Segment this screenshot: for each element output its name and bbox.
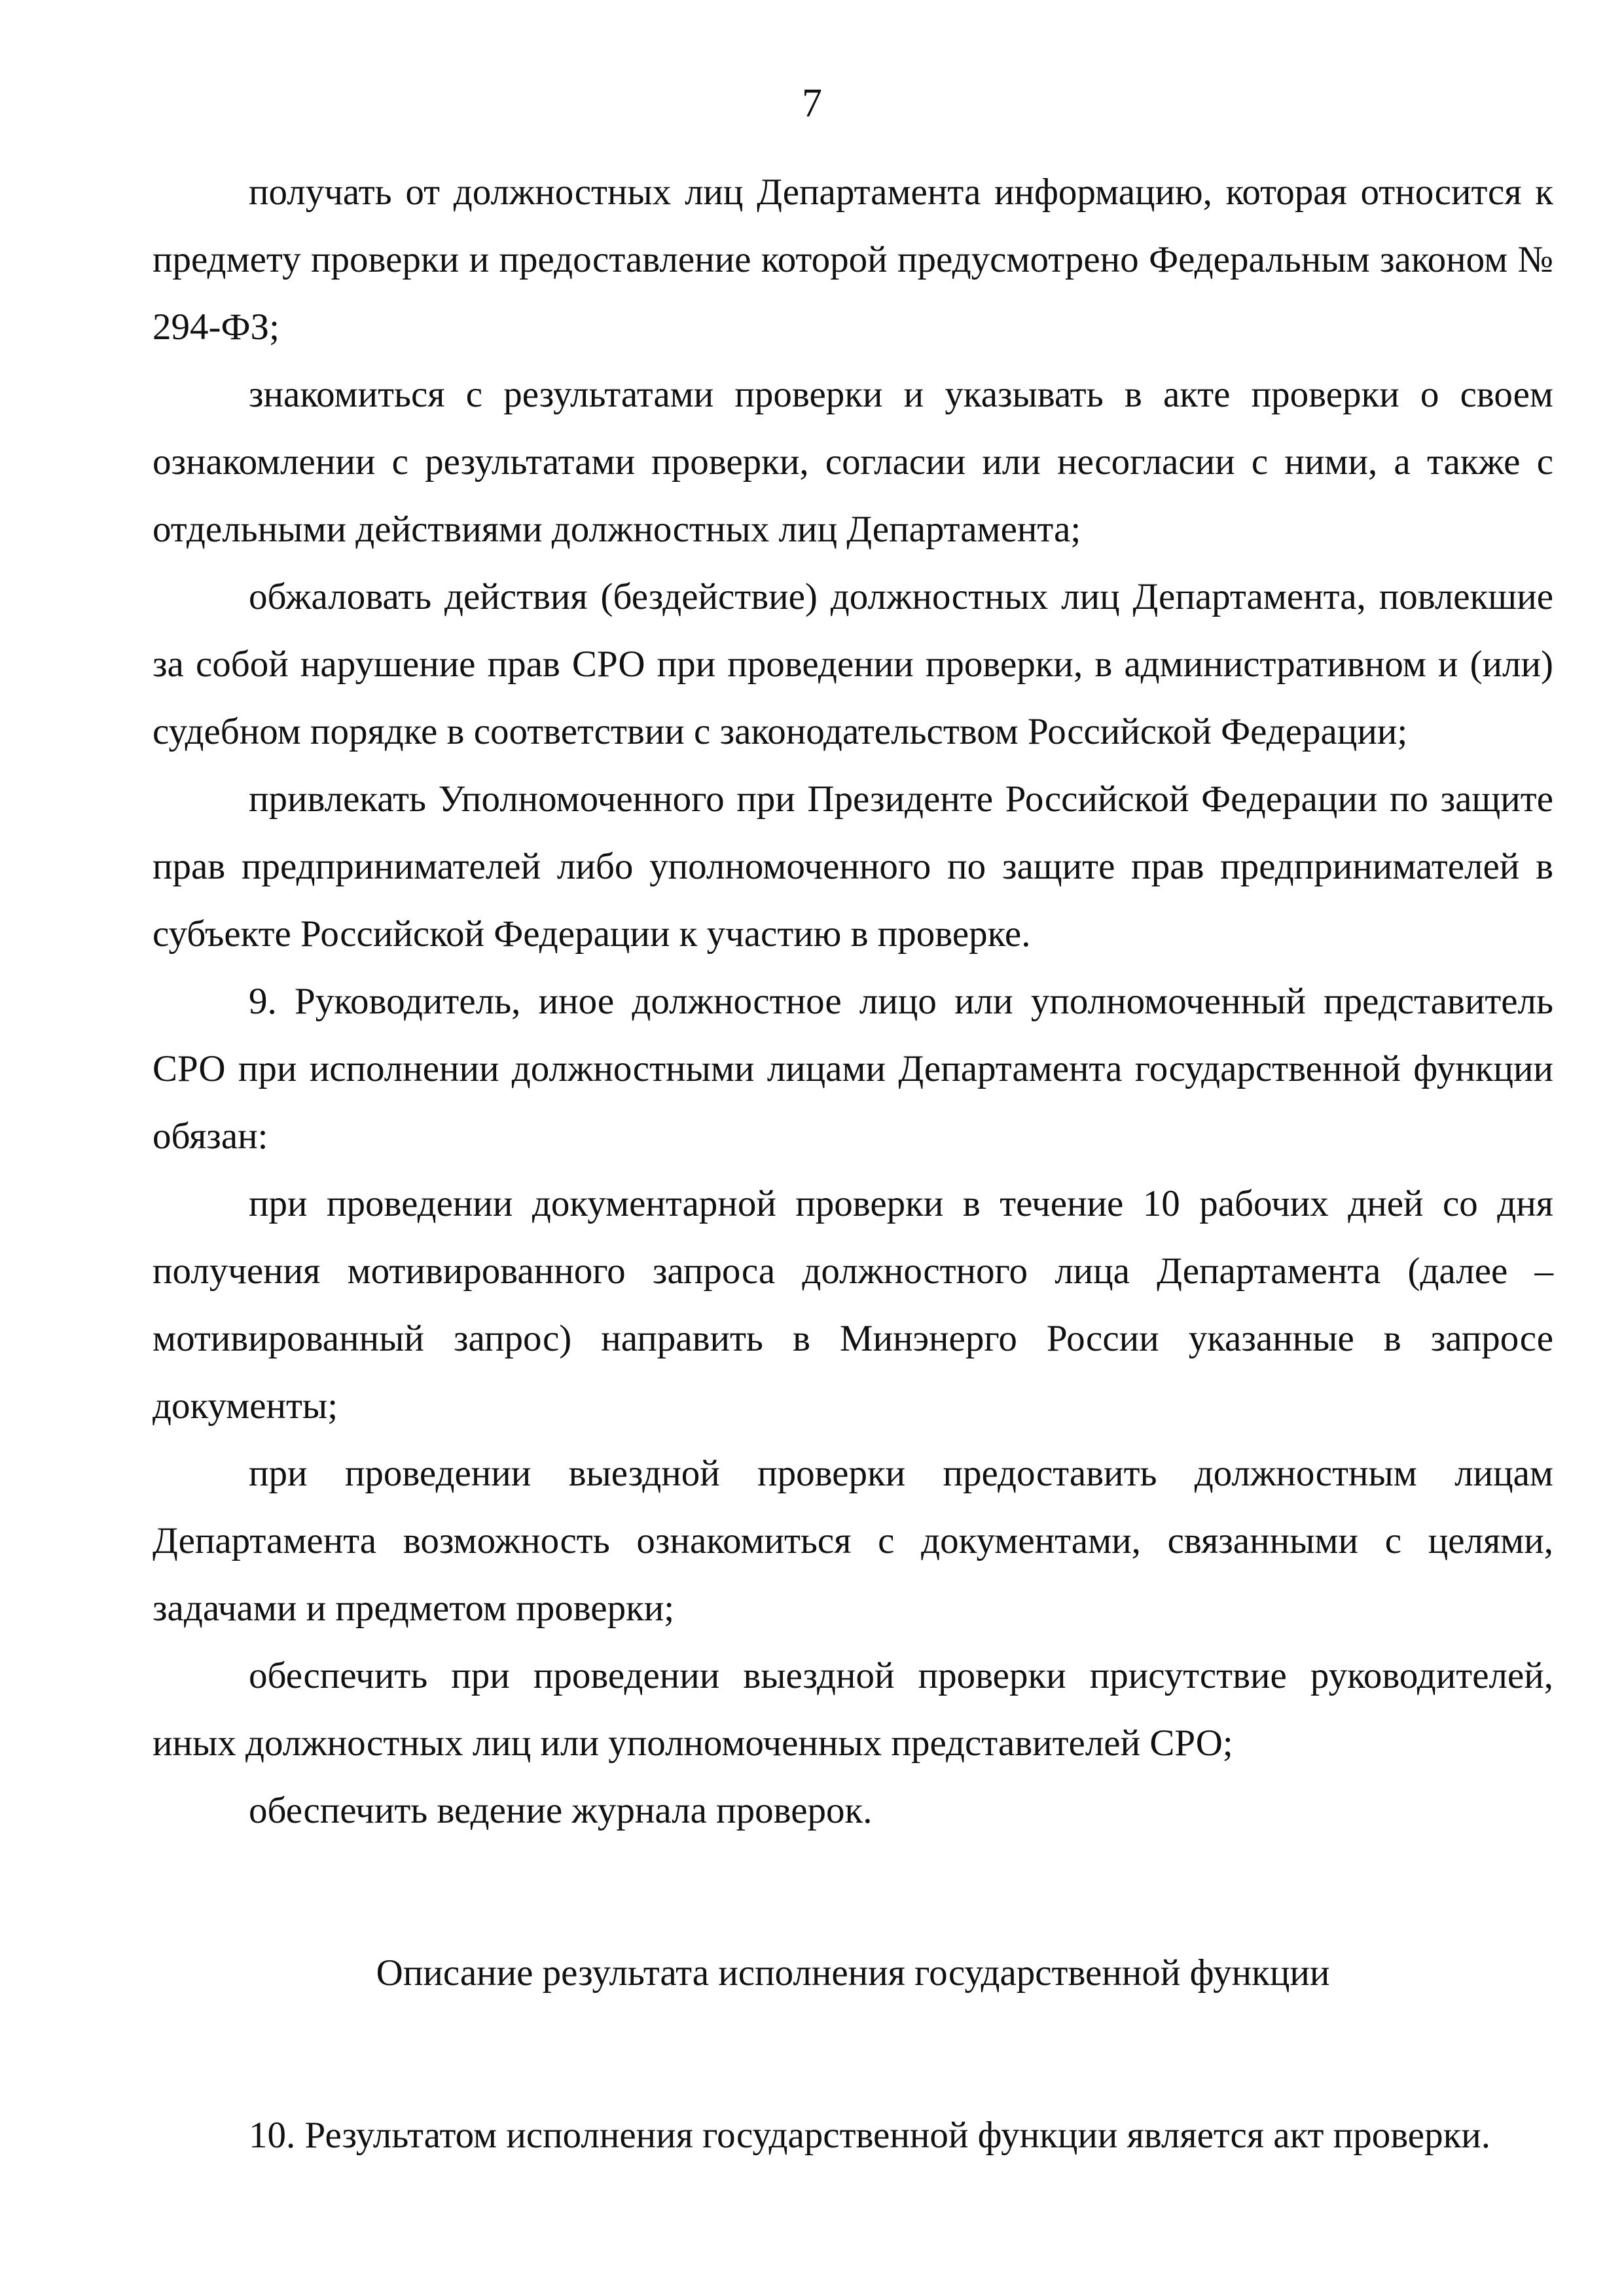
paragraph-right-involve-ombudsman: привлекать Уполномоченного при Президенте Российской Федерации по защите прав предпринимателей либо уполномоченного по защите прав предпринимателей в субъекте Российской Федерации к участию в проверке. xyxy=(153,778,1553,955)
paragraph-right-familiarize-results: знакомиться с результатами проверки и указывать в акте проверки о своем ознакомлении с результатами проверки, согласии или несогласии с ними, а также с отдельными действиями должностных лиц Департамента; xyxy=(153,374,1553,550)
paragraph-right-appeal-actions: обжаловать действия (бездействие) должностных лиц Департамента, повлекшие за собой нарушение прав СРО при проведении проверки, в административном и (или) судебном порядке в соответствии с законодательством Российской Федерации; xyxy=(153,576,1553,752)
paragraph-obligation-documentary-check: при проведении документарной проверки в течение 10 рабочих дней со дня получения мотивированного запроса должностного лица Департамента (далее – мотивированный запрос) направить в Минэнерго России указанные в запросе документы; xyxy=(153,1183,1553,1427)
page-number: 7 xyxy=(802,81,822,126)
document-body xyxy=(153,158,1553,2169)
paragraph-right-obtain-information: получать от должностных лиц Департамента информацию, которая относится к предмету проверки и предоставление которой предусмотрено Федеральным законом № 294-ФЗ; xyxy=(153,172,1553,348)
paragraph-obligation-onsite-check: при проведении выездной проверки предоставить должностным лицам Департамента возможность ознакомиться с документами, связанными с целями, задачами и предметом проверки; xyxy=(153,1453,1553,1629)
paragraph-item-10-result: 10. Результатом исполнения государственной функции является акт проверки. xyxy=(249,2115,1491,2156)
paragraph-obligation-presence: обеспечить при проведении выездной проверки присутствие руководителей, иных должностных лиц или уполномоченных представителей СРО; xyxy=(153,1655,1553,1764)
paragraph-item-9-obligations: 9. Руководитель, иное должностное лицо или уполномоченный представитель СРО при исполнении должностными лицами Департамента государственной функции обязан: xyxy=(153,981,1553,1157)
section-heading: Описание результата исполнения государственной функции xyxy=(376,1952,1330,1994)
paragraph-obligation-journal: обеспечить ведение журнала проверок. xyxy=(249,1790,873,1831)
